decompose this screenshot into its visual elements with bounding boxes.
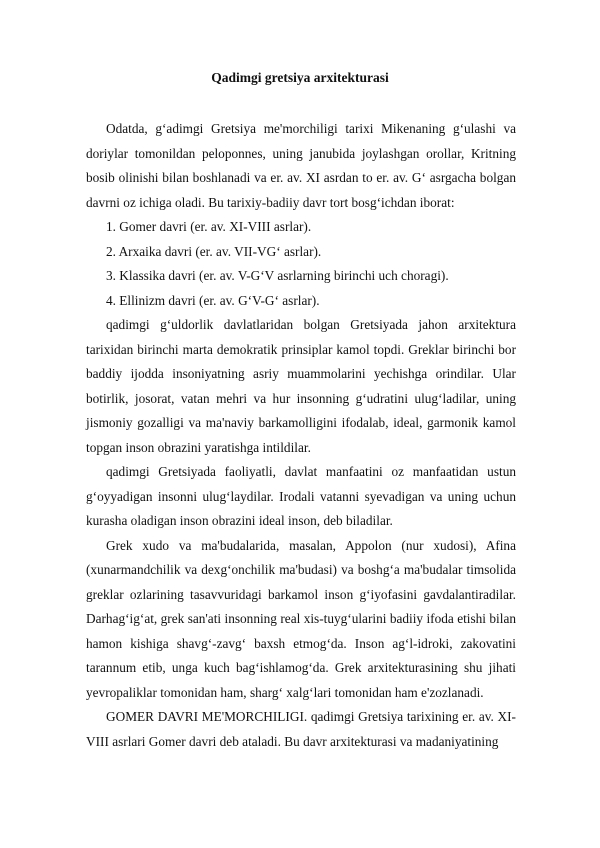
list-item: 1. Gomer davri (er. av. XI-VIII asrlar). <box>106 219 312 234</box>
list-item: 3. Klassika davri (er. av. V-G‘V asrlarning birinchi uch choragi). <box>106 268 449 283</box>
body-paragraph: Grek xudo va ma'budalarida, masalan, Appolon (nur xudosi), Afina (xunarmandchilik va dexg‘onchilik ma'budasi) va boshg‘a ma'budalar timsolida greklar ozlarining tasavvuridagi barkamol inson g‘iyofasini gavdalantiradilar. Darhag‘ig‘at, grek san'ati insonning real xis-tuyg‘ularini badiiy ifoda etishi bilan hamon kishiga shavg‘-zavg‘ baxsh etmog‘da. Inson ag‘l-idroki, zakovatini tarannum etib, unga kuch bag‘ishlamog‘da. Grek arxitekturasining shu jihati yevropaliklar tomonidan ham, sharg‘ xalg‘lari tomonidan ham e'zozlanadi. <box>86 537 516 700</box>
body-paragraph: GOMER DAVRI ME'MORCHILIGI. qadimgi Gretsiya tarixining er. av. XI-VIII asrlari Gomer davri deb ataladi. Bu davr arxitekturasi va madaniyatining <box>86 709 516 749</box>
list-item: 2. Arxaika davri (er. av. VII-VG‘ asrlar). <box>106 243 322 259</box>
document-title: Qadimgi gretsiya arxitekturasi <box>211 70 389 85</box>
list-item: 4. Ellinizm davri (er. av. G‘V-G‘ asrlar). <box>106 292 320 308</box>
body-paragraph: qadimgi g‘uldorlik davlatlaridan bolgan Gretsiyada jahon arxitektura tarixidan birinchi marta demokratik prinsiplar kamol topdi. Greklar birinchi bor baddiy ijodda insoniyatning asriy muammolarini yechishga orindilar. Ular botirlik, josorat, vatan mehri va hur insonning g‘udratini ulug‘ladilar, uning jismoniy gozalligi va ma'naviy barkamolligini ifodalab, ideal, garmonik kamol topgan inson obrazini yaratishga intildilar. <box>86 317 516 455</box>
intro-paragraph: Odatda, g‘adimgi Gretsiya me'morchiligi tarixi Mikenaning g‘ulashi va doriylar tomonildan peloponnes, uning janubida joylashgan orollar, Kritning bosib olinishi bilan boshlanadi va er. av. XI asrdan to er. av. G‘ asrgacha bolgan davrni oz ichiga oladi. Bu tarixiy-badiiy davr tort bosg‘ichdan iborat: <box>86 121 516 210</box>
document-body <box>86 117 516 754</box>
body-paragraph: qadimgi Gretsiyada faoliyatli, davlat manfaatini oz manfaatidan ustun g‘oyyadigan insonni ulug‘laydilar. Irodali vatanni syevadigan va uning uchun kurasha oladigan inson obrazini ideal inson, deb biladilar. <box>86 464 516 528</box>
